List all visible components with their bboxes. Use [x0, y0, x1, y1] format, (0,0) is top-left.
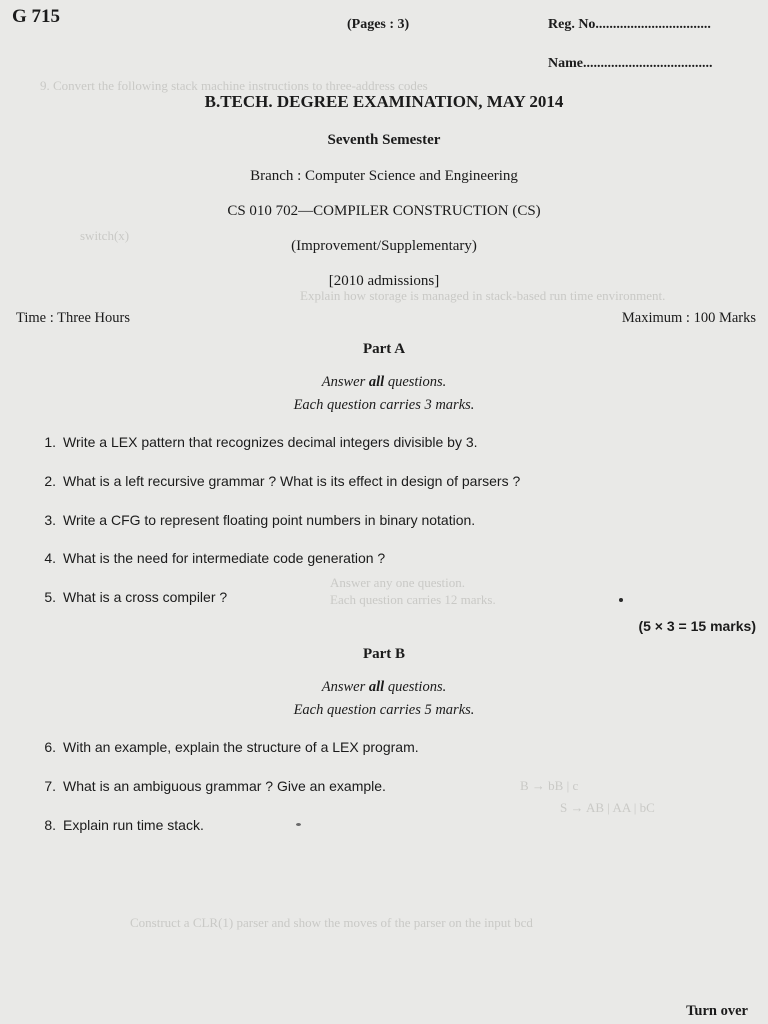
- bleed-through-text: Each question carries 12 marks.: [330, 592, 496, 607]
- question-text: What is a left recursive grammar ? What is its effect in design of parsers ?: [63, 473, 521, 489]
- bleed-through-text: 9. Convert the following stack machine instructions to three-address codes: [40, 78, 428, 93]
- part-b-marks-note: Each question carries 5 marks.: [293, 702, 475, 718]
- bleed-through-text: switch(x): [80, 228, 130, 243]
- question-text: What is a cross compiler ?: [63, 589, 228, 605]
- branch: Branch : Computer Science and Engineering: [250, 168, 518, 184]
- part-b-heading: Part B: [362, 646, 406, 662]
- question-text: Explain run time stack.: [63, 817, 204, 833]
- turn-over-note: Turn over: [686, 1003, 748, 1019]
- bleed-through-text: Answer any one question.: [330, 575, 466, 590]
- question-number: 1.: [44, 434, 56, 450]
- question-number: 7.: [44, 778, 56, 794]
- question-text: With an example, explain the structure of a LEX program.: [63, 739, 419, 755]
- question-text: Write a CFG to represent floating point numbers in binary notation.: [63, 512, 476, 528]
- part-a-marks-note: Each question carries 3 marks.: [293, 397, 475, 413]
- question-number: 8.: [44, 817, 56, 833]
- part-a-heading: Part A: [362, 341, 406, 357]
- part-b-instruction: Answer all questions.: [321, 679, 447, 695]
- reg-no-field: Reg. No.................................: [548, 17, 711, 32]
- question-number: 6.: [44, 739, 56, 755]
- maximum-marks: Maximum : 100 Marks: [621, 310, 756, 326]
- course-title: CS 010 702—COMPILER CONSTRUCTION (CS): [227, 203, 541, 219]
- time-allowed: Time : Three Hours: [16, 310, 130, 326]
- semester: Seventh Semester: [327, 132, 441, 148]
- question-text: Write a LEX pattern that recognizes decimal integers divisible by 3.: [63, 434, 478, 450]
- question-number: 5.: [44, 589, 56, 605]
- question-number: 4.: [44, 550, 56, 566]
- bleed-through-text: Explain how storage is managed in stack-based run time environment.: [300, 288, 666, 303]
- ink-speck: [619, 598, 623, 602]
- bleed-through-text: Construct a CLR(1) parser and show the moves of the parser on the input bcd: [130, 915, 533, 930]
- question-number: 3.: [44, 512, 56, 528]
- question-text: What is the need for intermediate code generation ?: [63, 550, 386, 566]
- paper-code: G 715: [12, 6, 61, 27]
- question-text: What is an ambiguous grammar ? Give an example.: [63, 778, 386, 794]
- part-a-total-marks: (5 × 3 = 15 marks): [638, 618, 756, 634]
- ink-speck: [296, 823, 301, 826]
- bleed-through-text: B → bB | c: [520, 778, 579, 793]
- exam-title: B.TECH. DEGREE EXAMINATION, MAY 2014: [204, 92, 564, 111]
- page-count: (Pages : 3): [347, 17, 410, 32]
- exam-type: (Improvement/Supplementary): [291, 238, 477, 254]
- part-a-instruction: Answer all questions.: [321, 374, 447, 390]
- name-field: Name.....................................: [548, 56, 713, 71]
- bleed-through-text: S → AB | AA | bC: [560, 800, 655, 815]
- question-number: 2.: [44, 473, 56, 489]
- admissions: [2010 admissions]: [328, 273, 440, 289]
